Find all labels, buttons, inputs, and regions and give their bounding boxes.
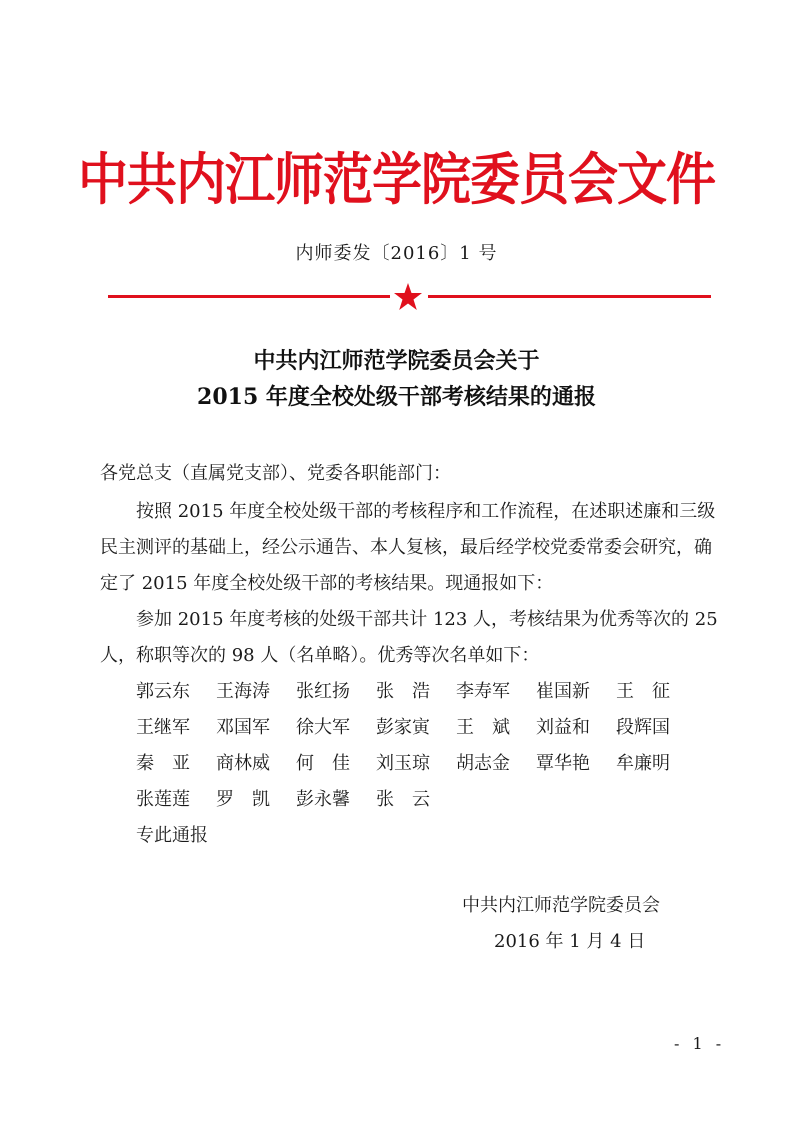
names-row bbox=[136, 674, 696, 710]
name-item: 何佳 bbox=[296, 753, 368, 774]
name-item: 王海涛 bbox=[216, 681, 270, 702]
paragraph-2: 参加 2015 年度考核的处级干部共计 123 人，考核结果为优秀等次的 25 人，称职等次的 98 人（名单略）。优秀等次名单如下： bbox=[100, 609, 718, 666]
name-item: 商林威 bbox=[216, 753, 270, 774]
name-item: 罗凯 bbox=[216, 789, 288, 810]
signature-date: 2016 年 1 月 4 日 bbox=[494, 931, 646, 952]
name-item: 彭永馨 bbox=[296, 789, 350, 810]
document-header-title: 中共内江师范学院委员会文件 bbox=[78, 147, 715, 213]
name-item: 郭云东 bbox=[136, 681, 190, 702]
subject-line-2: 2015 年度全校处级干部考核结果的通报 bbox=[197, 384, 596, 410]
name-item: 彭家寅 bbox=[376, 717, 430, 738]
signature-organization: 中共内江师范学院委员会 bbox=[462, 895, 660, 916]
paragraph-1: 按照 2015 年度全校处级干部的考核程序和工作流程，在述职述廉和三级民主测评的基础上，经公示通告、本人复核，最后经学校党委常委会研究，确定了 2015 年度全校处级干部的考核结果。现通报如下： bbox=[100, 501, 716, 594]
name-item: 张红扬 bbox=[296, 681, 350, 702]
red-star-icon bbox=[393, 282, 423, 312]
document-subject bbox=[0, 343, 793, 415]
name-item: 秦亚 bbox=[136, 753, 208, 774]
document-number: 内师委发〔2016〕1 号 bbox=[295, 243, 498, 264]
names-row bbox=[136, 782, 696, 818]
names-row bbox=[136, 710, 696, 746]
name-item: 张云 bbox=[376, 789, 448, 810]
red-rule-right bbox=[428, 295, 711, 298]
name-item: 张莲莲 bbox=[136, 789, 190, 810]
name-item: 王继军 bbox=[136, 717, 190, 738]
name-item: 李寿军 bbox=[456, 681, 510, 702]
name-item: 王征 bbox=[616, 681, 688, 702]
name-item: 刘玉琼 bbox=[376, 753, 430, 774]
name-item: 张浩 bbox=[376, 681, 448, 702]
name-item: 牟廉明 bbox=[616, 753, 670, 774]
subject-line-1: 中共内江师范学院委员会关于 bbox=[253, 348, 540, 374]
excellent-names-list bbox=[136, 674, 696, 818]
name-item: 段辉国 bbox=[616, 717, 670, 738]
names-row bbox=[136, 746, 696, 782]
name-item: 邓国军 bbox=[216, 717, 270, 738]
name-item: 王斌 bbox=[456, 717, 528, 738]
name-item: 胡志金 bbox=[456, 753, 510, 774]
salutation: 各党总支（直属党支部）、党委各职能部门： bbox=[100, 463, 451, 484]
name-item: 覃华艳 bbox=[536, 753, 590, 774]
closing-text: 专此通报 bbox=[136, 825, 208, 846]
page-number: - 1 - bbox=[674, 1034, 726, 1053]
name-item: 崔国新 bbox=[536, 681, 590, 702]
name-item: 刘益和 bbox=[536, 717, 590, 738]
red-rule-left bbox=[108, 295, 390, 298]
name-item: 徐大军 bbox=[296, 717, 350, 738]
